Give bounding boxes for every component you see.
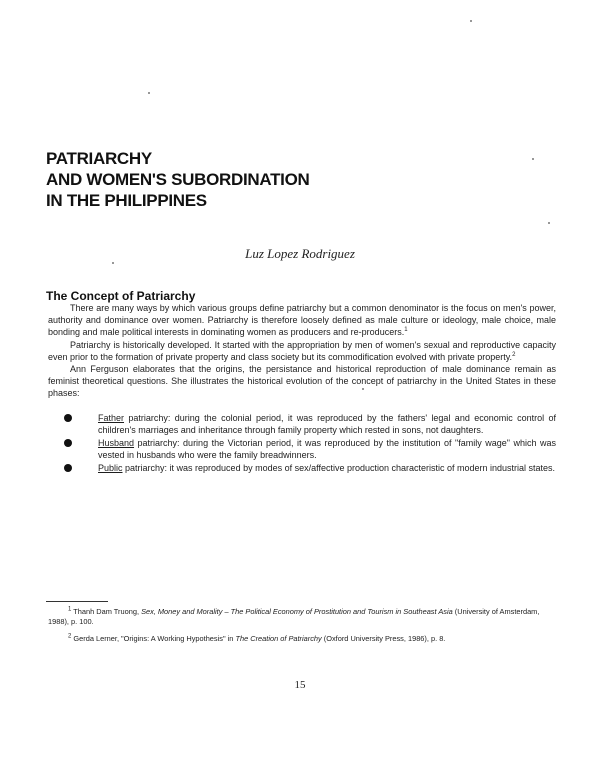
phase-list <box>48 412 556 475</box>
title-line: AND WOMEN'S SUBORDINATION <box>46 170 310 189</box>
scan-speck <box>548 222 550 224</box>
paragraph-text: Patriarchy is historically developed. It started with the appropriation by men of women's sexual and reproductive capacity even prior to the formation of private property and class society but its commodification evolved with private property. <box>48 339 556 362</box>
footnotes <box>48 607 556 651</box>
footnote-ref: 1 <box>404 327 408 334</box>
scan-speck <box>532 158 534 160</box>
bullet-icon <box>64 439 72 447</box>
chapter-title <box>46 148 486 211</box>
footnote-rest: (Oxford University Press, 1986), p. 8. <box>323 634 446 643</box>
list-item-text: patriarchy: during the colonial period, it was reproduced by the fathers' legal and economic control of children's marriages and inheritance through family property which rested in sons, not daughters. <box>98 412 556 435</box>
paragraph-text: There are many ways by which various groups define patriarchy but a common denominator is the focus on men's power, authority and dominance over women. Patriarchy is therefore loosely defined as male culture or ideology, male choice, male bonding and male political interests in dominating women as producers and re-producers. <box>48 303 556 338</box>
section-heading: The Concept of Patriarchy <box>46 289 196 303</box>
footnote-mark: 1 <box>68 606 72 613</box>
footnote-mark: 2 <box>68 633 72 640</box>
bullet-icon <box>64 464 72 472</box>
footnote-ref: 2 <box>512 351 516 358</box>
scan-speck <box>112 262 114 264</box>
footnote-author: Thanh Dam Truong, <box>73 607 139 616</box>
footnote-rest: (University of Amsterdam, 1988), p. 100. <box>48 607 540 626</box>
page-number: 15 <box>294 679 306 691</box>
list-item <box>98 437 556 461</box>
author-name: Luz Lopez Rodriguez <box>245 246 355 261</box>
footnote-divider <box>46 601 108 602</box>
list-item-term: Public <box>98 463 123 474</box>
footnote <box>48 607 556 627</box>
footnote-author: Gerda Lerner, "Origins: A Working Hypothesis" in <box>73 634 234 643</box>
paragraph <box>48 302 556 339</box>
paragraph <box>48 339 556 363</box>
title-line: PATRIARCHY <box>46 149 152 168</box>
list-item-text: patriarchy: during the Victorian period, it was reproduced by the institution of "family wage" which was vested in husbands who were the family breadwinners. <box>98 438 556 461</box>
title-line: IN THE PHILIPPINES <box>46 191 207 210</box>
list-item-text: patriarchy: it was reproduced by modes of sex/affective production characteristic of modern industrial states. <box>122 463 556 474</box>
scan-speck <box>148 92 150 94</box>
paragraph <box>48 363 556 400</box>
list-item <box>98 412 556 436</box>
bullet-icon <box>64 414 72 422</box>
footnote <box>48 634 556 644</box>
list-item-term: Husband <box>98 438 135 449</box>
list-item <box>98 462 556 474</box>
body-text <box>48 302 556 476</box>
paragraph-text: Ann Ferguson elaborates that the origins, the persistance and historical reproduction of male dominance remain as feminist theoretical questions. She illustrates the historical evolution of the concept of patriarchy in the United States in these phases: <box>48 364 556 399</box>
scan-speck <box>470 20 472 22</box>
footnote-title: The Creation of Patriarchy <box>235 634 322 643</box>
footnote-title: Sex, Money and Morality – The Political Economy of Prostitution and Tourism in Southeast Asia <box>141 607 453 616</box>
list-item-term: Father <box>98 412 125 423</box>
